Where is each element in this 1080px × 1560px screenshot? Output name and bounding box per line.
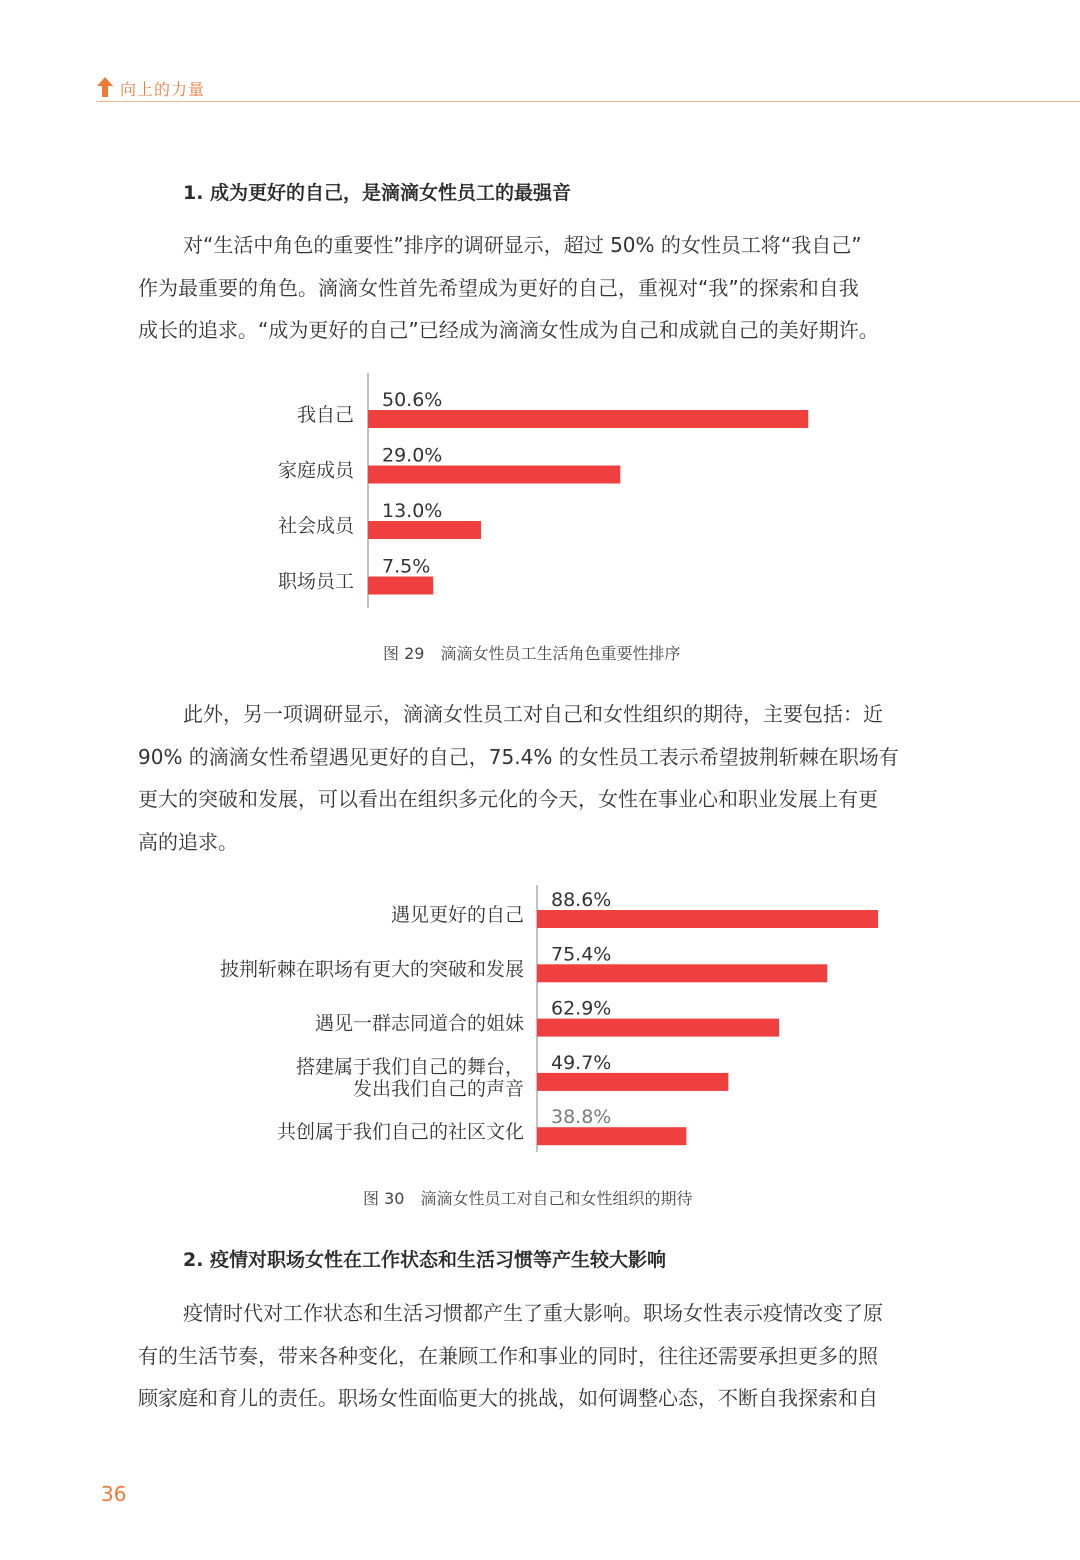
value-label: 75.4% [551, 943, 612, 966]
value-label: 62.9% [551, 997, 612, 1020]
paragraph-line: 顾家庭和育儿的责任。职场女性面临更大的挑战，如何调整心态，不断自我探索和自 [138, 1386, 878, 1410]
paragraph-line: 疫情时代对工作状态和生活习惯都产生了重大影响。职场女性表示疫情改变了原 [183, 1301, 883, 1325]
paragraph-2 [138, 693, 978, 863]
value-label: 88.6% [551, 889, 612, 911]
paragraph-line: 作为最重要的角色。滴滴女性首先希望成为更好的自己，重视对“我”的探索和自我 [138, 275, 859, 300]
chart-2-svg [0, 880, 1080, 1155]
bar [537, 910, 878, 928]
value-label: 50.6% [382, 389, 443, 411]
chart-expectations [0, 880, 1080, 1155]
category-label: 搭建属于我们自己的舞台， [295, 1055, 524, 1078]
paragraph-line: 更大的突破和发展，可以看出在组织多元化的今天，女性在事业心和职业发展上有更 [138, 787, 878, 811]
category-label: 社会成员 [277, 515, 354, 537]
section-2-paragraph [138, 1292, 978, 1420]
bar [368, 521, 481, 539]
value-label: 29.0% [382, 444, 443, 467]
header-divider [96, 101, 1080, 102]
section-1-paragraph [138, 224, 978, 352]
paragraph-line: 90% 的滴滴女性希望遇见更好的自己，75.4% 的女性员工表示希望披荆斩棘在职场有 [138, 744, 899, 769]
section-2-heading: 2. 疫情对职场女性在工作状态和生活习惯等产生较大影响 [183, 1249, 667, 1271]
category-label: 披荆斩棘在职场有更大的突破和发展 [219, 958, 524, 981]
running-header [96, 74, 1080, 102]
category-label: 发出我们自己的声音 [352, 1077, 524, 1100]
bar [368, 577, 433, 595]
paragraph-line: 此外，另一项调研显示，滴滴女性员工对自己和女性组织的期待，主要包括：近 [183, 702, 883, 726]
value-label: 13.0% [382, 500, 443, 522]
bar [368, 410, 808, 428]
category-label: 遇见一群志同道合的姐妹 [314, 1012, 524, 1035]
paragraph-line: 有的生活节奏，带来各种变化，在兼顾工作和事业的同时，往往还需要承担更多的照 [138, 1343, 878, 1368]
category-label: 家庭成员 [277, 459, 354, 482]
category-label: 职场员工 [277, 570, 354, 593]
bar [368, 466, 620, 484]
category-label: 共创属于我们自己的社区文化 [276, 1121, 524, 1144]
header-title: 向上的力量 [120, 80, 206, 99]
category-label: 我自己 [296, 404, 354, 426]
value-label: 49.7% [551, 1051, 612, 1074]
section-1-heading: 1. 成为更好的自己，是滴滴女性员工的最强音 [183, 182, 572, 204]
paragraph-line: 对“生活中角色的重要性”排序的调研显示，超过 50% 的女性员工将“我自己” [183, 233, 862, 257]
bar [537, 1127, 686, 1145]
chart-1-caption: 图 29 滴滴女性员工生活角色重要性排序 [383, 644, 681, 663]
up-arrow-icon [96, 76, 114, 98]
paragraph-line: 高的追求。 [138, 829, 238, 854]
bar [537, 1073, 728, 1091]
chart-1-svg [0, 370, 1080, 615]
bar [537, 1019, 779, 1037]
value-label: 7.5% [382, 555, 431, 578]
page-number: 36 [101, 1482, 127, 1506]
chart-2-caption: 图 30 滴滴女性员工对自己和女性组织的期待 [363, 1189, 693, 1208]
category-label: 遇见更好的自己 [390, 904, 524, 926]
value-label: 38.8% [551, 1106, 612, 1129]
chart-role-importance [0, 370, 1080, 615]
bar [537, 964, 827, 982]
paragraph-line: 成长的追求。“成为更好的自己”已经成为滴滴女性成为自己和成就自己的美好期许。 [138, 318, 879, 342]
